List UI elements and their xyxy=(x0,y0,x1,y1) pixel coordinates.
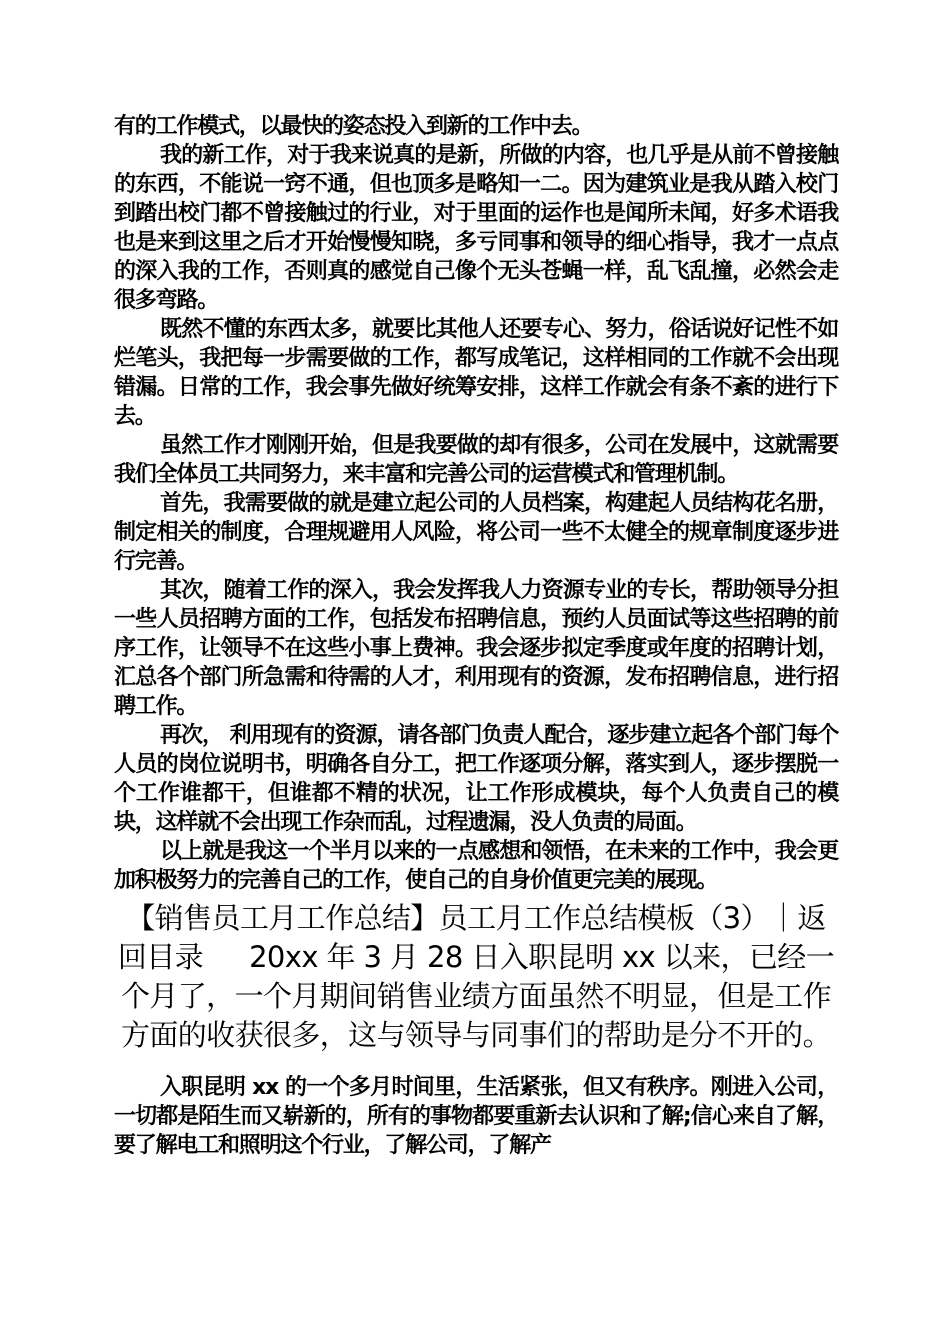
paragraph: 既然不懂的东西太多，就要比其他人还要专心、努力，俗话说好记性不如烂笔头，我把每一步需要做的工作，都写成笔记，这样相同的工作就不会出现错漏。日常的工作，我会事先做好统筹安排，这样工作就会有条不紊的进行下去。 xyxy=(114,317,838,429)
paragraph: 以上就是我这一个半月以来的一点感想和领悟，在未来的工作中，我会更加积极努力的完善自己的工作，使自己的自身价值更完美的展现。 xyxy=(114,839,838,893)
heading-intro: 20xx 年 3 月 28 日入职昆明 xx 以来，已经一个月了，一个月期间销售业绩方面虽然不明显，但是工作方面的收获很多，这与领导与同事们的帮助是分不开的。 xyxy=(120,940,835,1052)
paragraph: 虽然工作才刚刚开始，但是我要做的却有很多，公司在发展中，这就需要我们全体员工共同努力，来丰富和完善公司的运营模式和管理机制。 xyxy=(114,433,838,487)
paragraph: 其次，随着工作的深入，我会发挥我人力资源专业的专长，帮助领导分担一些人员招聘方面的工作，包括发布招聘信息，预约人员面试等这些招聘的前序工作，让领导不在这些小事上费神。我会逐步拟定季度或年度的招聘计划，汇总各个部门所急需和待需的人才，利用现有的资源，发布招聘信息，进行招聘工作。 xyxy=(114,578,838,719)
paragraph: 入职昆明 xx 的一个多月时间里，生活紧张，但又有秩序。刚进入公司，一切都是陌生而又崭新的，所有的事物都要重新去认识和了解;信心来自了解，要了解电工和照明这个行业，了解公司，了解产 xyxy=(114,1075,838,1158)
paragraph: 首先，我需要做的就是建立起公司的人员档案，构建起人员结构花名册，制定相关的制度，合理规避用人风险，将公司一些不太健全的规章制度逐步进行完善。 xyxy=(114,491,838,574)
heading-title: 【销售员工月工作总结】员工月工作总结模板（3）｜返回目录 xyxy=(117,901,826,974)
section-heading xyxy=(114,899,838,1055)
paragraph: 再次， 利用现有的资源，请各部门负责人配合，逐步建立起各个部门每个人员的岗位说明书，明确各自分工，把工作逐项分解，落实到人，逐步摆脱一个工作谁都干，但谁都不精的状况，让工作形成模块，每个人负责自己的模块，这样就不会出现工作杂而乱，过程遗漏，没人负责的局面。 xyxy=(114,723,838,835)
paragraph: 我的新工作，对于我来说真的是新，所做的内容，也几乎是从前不曾接触的东西，不能说一窍不通，但也顶多是略知一二。因为建筑业是我从踏入校门到踏出校门都不曾接触过的行业，对于里面的运作也是闻所未闻，好多术语我也是来到这里之后才开始慢慢知晓，多亏同事和领导的细心指导，我才一点点的深入我的工作，否则真的感觉自己像个无头苍蝇一样，乱飞乱撞，必然会走很多弯路。 xyxy=(114,143,838,313)
paragraph: 有的工作模式，以最快的姿态投入到新的工作中去。 xyxy=(114,114,593,139)
document-page xyxy=(114,112,838,1160)
